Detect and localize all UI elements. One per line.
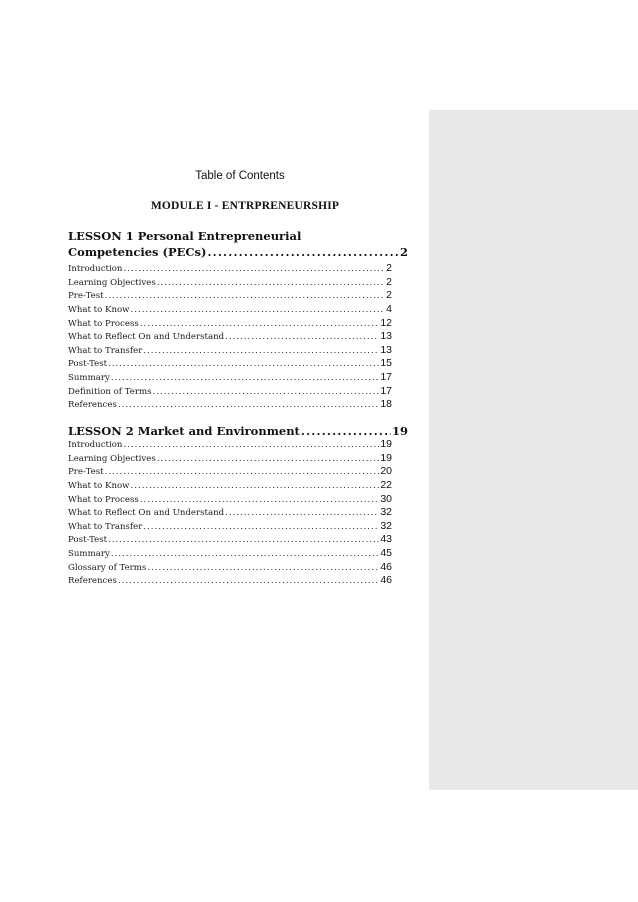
dot-leader — [123, 440, 379, 450]
toc-entry[interactable] — [68, 317, 392, 331]
toc-entry[interactable] — [68, 438, 392, 452]
toc-entry-label: Pre-Test — [68, 291, 104, 302]
toc-entry-page: 4 — [386, 302, 392, 315]
toc-entry-label: Definition of Terms — [68, 386, 152, 397]
toc-entry[interactable] — [68, 344, 392, 358]
toc-title: Table of Contents — [195, 170, 285, 182]
lesson1-title-line1: LESSON 1 Personal Entrepreneurial — [68, 229, 302, 243]
toc-entry[interactable] — [68, 574, 392, 588]
dot-leader — [108, 359, 379, 369]
toc-entry-page: 45 — [380, 547, 392, 560]
lesson2-heading[interactable] — [68, 423, 408, 439]
toc-entry-label: Introduction — [68, 264, 123, 274]
toc-entry-page: 17 — [380, 384, 392, 397]
toc-entry[interactable] — [68, 385, 392, 399]
toc-entry-label: What to Reflect On and Understand — [68, 332, 225, 343]
lesson1-title-line2: Competencies (PECs) — [68, 245, 207, 259]
dot-leader — [140, 495, 379, 505]
toc-entry-label: What to Transfer — [68, 345, 143, 356]
toc-entry[interactable] — [68, 262, 392, 276]
toc-entry-label: What to Transfer — [68, 521, 143, 532]
dot-leader — [143, 346, 379, 356]
toc-entry[interactable] — [68, 561, 392, 575]
dot-leader — [123, 264, 385, 274]
toc-entry-page: 2 — [386, 289, 392, 302]
toc-entry[interactable] — [68, 493, 392, 507]
toc-entry[interactable] — [68, 452, 392, 466]
dot-leader — [207, 244, 399, 260]
toc-entry-label: Learning Objectives — [68, 277, 156, 288]
dot-leader — [157, 278, 385, 288]
toc-entry-label: Learning Objectives — [68, 453, 156, 464]
toc-entry[interactable] — [68, 330, 392, 344]
dot-leader — [111, 373, 380, 383]
toc-entry-label: Post-Test — [68, 359, 108, 370]
toc-entry[interactable] — [68, 479, 392, 493]
toc-entry[interactable] — [68, 533, 392, 547]
lesson2-title: LESSON 2 Market and Environment — [68, 424, 300, 438]
lesson2-entries — [68, 438, 392, 588]
toc-entry[interactable] — [68, 506, 392, 520]
toc-entry-page: 46 — [380, 560, 392, 573]
toc-entry-page: 12 — [380, 316, 392, 329]
toc-entry[interactable] — [68, 371, 392, 385]
toc-entry-page: 2 — [386, 262, 392, 274]
dot-leader — [131, 481, 380, 491]
toc-entry-page: 43 — [380, 533, 392, 546]
lesson1-page: 2 — [399, 245, 408, 259]
toc-entry-page: 19 — [380, 438, 392, 450]
dot-leader — [147, 563, 379, 573]
toc-entry-label: What to Reflect On and Understand — [68, 508, 225, 519]
toc-entry-label: Post-Test — [68, 535, 108, 546]
toc-entry-label: What to Know — [68, 304, 130, 315]
toc-entry-label: Glossary of Terms — [68, 562, 147, 573]
dot-leader — [225, 332, 379, 342]
toc-entry-page: 2 — [386, 275, 392, 288]
toc-entry-page: 18 — [380, 398, 392, 411]
toc-entry-label: What to Process — [68, 494, 139, 505]
dot-leader — [118, 400, 379, 410]
dot-leader — [118, 576, 379, 586]
dot-leader — [140, 319, 379, 329]
lesson1-heading[interactable] — [68, 228, 408, 260]
dot-leader — [105, 291, 386, 301]
dot-leader — [143, 522, 379, 532]
toc-entry[interactable] — [68, 547, 392, 561]
toc-entry[interactable] — [68, 398, 392, 412]
toc-entry-page: 20 — [380, 465, 392, 478]
dot-leader — [225, 508, 379, 518]
toc-entry-page: 13 — [380, 343, 392, 356]
toc-entry-page: 32 — [380, 506, 392, 519]
module-title: MODULE I - ENTRPRENEURSHIP — [150, 200, 340, 212]
toc-entry-label: References — [68, 400, 117, 411]
dot-leader — [157, 454, 380, 464]
lesson2-page: 19 — [391, 424, 408, 438]
dot-leader — [131, 305, 386, 315]
toc-entry[interactable] — [68, 276, 392, 290]
toc-entry-label: Summary — [68, 373, 110, 384]
comment-pane — [429, 110, 638, 790]
dot-leader — [108, 535, 379, 545]
toc-entry-page: 17 — [380, 371, 392, 384]
toc-entry-page: 13 — [380, 330, 392, 343]
dot-leader — [105, 467, 380, 477]
toc-entry-label: What to Process — [68, 318, 139, 329]
toc-entry[interactable] — [68, 465, 392, 479]
toc-entry-label: Introduction — [68, 440, 123, 450]
toc-entry-page: 22 — [380, 478, 392, 491]
dot-leader — [301, 423, 391, 439]
dot-leader — [153, 387, 380, 397]
toc-entry-page: 30 — [380, 492, 392, 505]
toc-entry-page: 19 — [380, 451, 392, 464]
dot-leader — [111, 549, 380, 559]
toc-entry-page: 32 — [380, 519, 392, 532]
toc-entry-label: References — [68, 576, 117, 587]
toc-entry-label: Pre-Test — [68, 467, 104, 478]
toc-entry[interactable] — [68, 303, 392, 317]
toc-entry-page: 15 — [380, 357, 392, 370]
toc-entry-label: Summary — [68, 549, 110, 560]
toc-entry[interactable] — [68, 289, 392, 303]
lesson1-entries — [68, 262, 392, 412]
toc-entry[interactable] — [68, 520, 392, 534]
toc-entry-page: 46 — [380, 574, 392, 587]
toc-entry-label: What to Know — [68, 480, 130, 491]
toc-entry[interactable] — [68, 357, 392, 371]
